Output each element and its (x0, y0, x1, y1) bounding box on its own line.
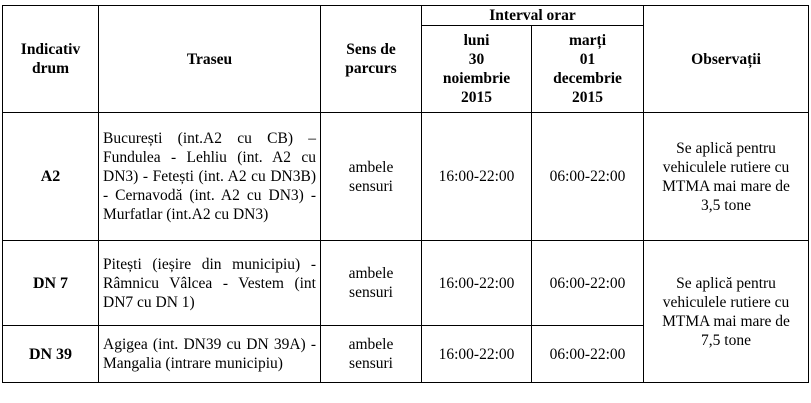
interval-cell-day-2: 06:00-22:00 (532, 326, 644, 383)
interval-cell-day-1: 16:00-22:00 (422, 326, 532, 383)
route-description: București (int.A2 cu CB) – Fundulea - Lehliu (int. A2 cu DN3) - Fetești (int. A2 cu DN3B) - Cernavodă (int. A2 cu DN3) - Murfatlar (int.A2 cu DN3) (99, 113, 321, 241)
interval-cell-day-2: 06:00-22:00 (532, 241, 644, 326)
route-description: Pitești (ieșire din municipiu) - Râmnicu Vâlcea - Vestem (int DN7 cu DN 1) (99, 241, 321, 326)
header-day-1: luni 30 noiembrie 2015 (422, 26, 532, 113)
direction-cell: ambele sensuri (321, 241, 422, 326)
header-day-2: marți 01 decembrie 2015 (532, 26, 644, 113)
interval-cell-day-1: 16:00-22:00 (422, 113, 532, 241)
header-observatii: Observații (644, 6, 809, 113)
header-interval-orar: Interval orar (422, 6, 644, 26)
direction-cell: ambele sensuri (321, 326, 422, 383)
observation-cell: Se aplică pentru vehiculele rutiere cu MTMA mai mare de 3,5 tone (644, 113, 809, 241)
road-code: A2 (3, 113, 99, 241)
table-row (3, 241, 809, 326)
direction-cell: ambele sensuri (321, 113, 422, 241)
header-traseu: Traseu (99, 6, 321, 113)
route-description: Agigea (int. DN39 cu DN 39A) - Mangalia (intrare municipiu) (99, 326, 321, 383)
observation-cell: Se aplică pentru vehiculele rutiere cu MTMA mai mare de 7,5 tone (644, 241, 809, 383)
interval-cell-day-2: 06:00-22:00 (532, 113, 644, 241)
table-row (3, 113, 809, 241)
header-indicativ-drum: Indicativ drum (3, 6, 99, 113)
road-code: DN 39 (3, 326, 99, 383)
road-code: DN 7 (3, 241, 99, 326)
interval-cell-day-1: 16:00-22:00 (422, 241, 532, 326)
header-sens-parcurs: Sens de parcurs (321, 6, 422, 113)
restrictions-table (2, 5, 809, 383)
